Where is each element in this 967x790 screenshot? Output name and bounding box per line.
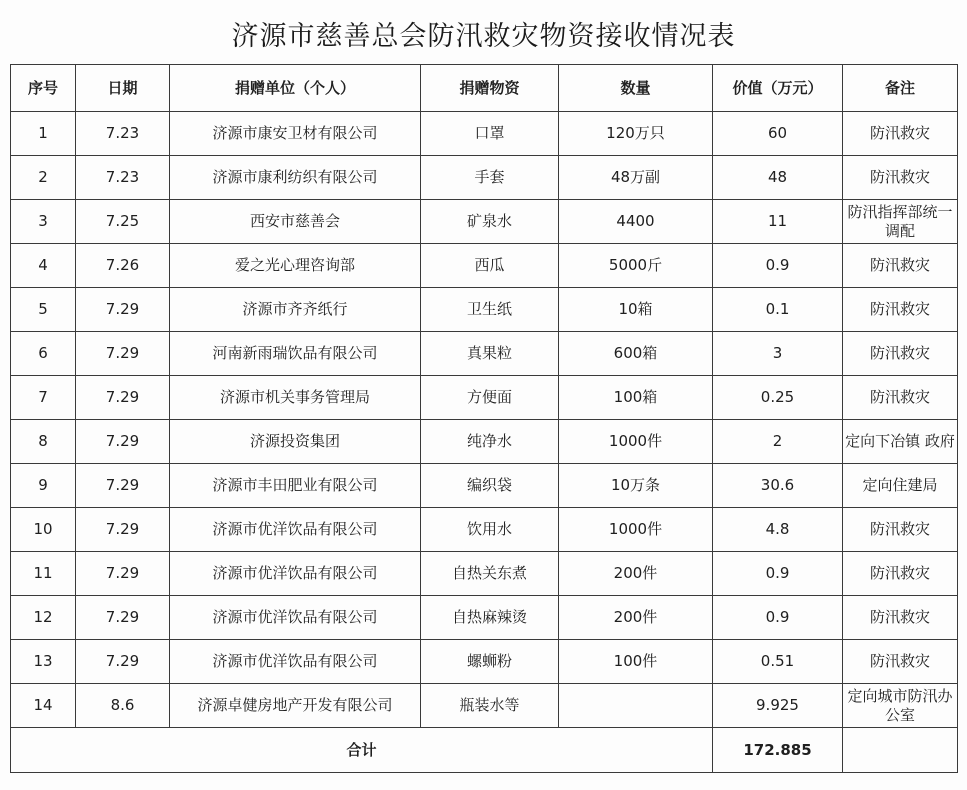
cell-item: 编织袋: [421, 464, 559, 508]
cell-donor: 爱之光心理咨询部: [170, 244, 421, 288]
cell-value: 9.925: [713, 684, 843, 728]
cell-quantity: 200件: [559, 596, 713, 640]
cell-note: 防汛救灾: [843, 332, 958, 376]
cell-date: 7.29: [76, 596, 170, 640]
cell-quantity: 600箱: [559, 332, 713, 376]
cell-date: 7.29: [76, 508, 170, 552]
document-title: 济源市慈善总会防汛救灾物资接收情况表: [231, 21, 736, 52]
cell-donor: 河南新雨瑞饮品有限公司: [170, 332, 421, 376]
table-row: [11, 200, 958, 244]
total-label: 合计: [11, 728, 713, 773]
table-row: [11, 112, 958, 156]
cell-value: 0.1: [713, 288, 843, 332]
total-row: [11, 728, 958, 773]
cell-item: 口罩: [421, 112, 559, 156]
cell-item: 手套: [421, 156, 559, 200]
cell-quantity: 10万条: [559, 464, 713, 508]
cell-donor: 济源市丰田肥业有限公司: [170, 464, 421, 508]
cell-no: 8: [11, 420, 76, 464]
cell-quantity: 10箱: [559, 288, 713, 332]
cell-note: 防汛救灾: [843, 244, 958, 288]
cell-date: 7.29: [76, 288, 170, 332]
cell-donor: 济源投资集团: [170, 420, 421, 464]
table-row: [11, 640, 958, 684]
cell-note: 防汛救灾: [843, 552, 958, 596]
cell-date: 7.26: [76, 244, 170, 288]
cell-value: 0.51: [713, 640, 843, 684]
cell-item: 方便面: [421, 376, 559, 420]
cell-date: 7.29: [76, 332, 170, 376]
cell-item: 瓶装水等: [421, 684, 559, 728]
cell-no: 11: [11, 552, 76, 596]
cell-quantity: 100箱: [559, 376, 713, 420]
cell-value: 11: [713, 200, 843, 244]
cell-no: 7: [11, 376, 76, 420]
table-row: [11, 508, 958, 552]
cell-value: 3: [713, 332, 843, 376]
cell-date: 7.29: [76, 640, 170, 684]
header-date: 日期: [76, 65, 170, 112]
cell-item: 西瓜: [421, 244, 559, 288]
header-value: 价值（万元）: [713, 65, 843, 112]
cell-quantity: 5000斤: [559, 244, 713, 288]
total-note-empty: [843, 728, 958, 773]
cell-no: 13: [11, 640, 76, 684]
cell-no: 5: [11, 288, 76, 332]
cell-donor: 济源市齐齐纸行: [170, 288, 421, 332]
cell-value: 60: [713, 112, 843, 156]
cell-item: 矿泉水: [421, 200, 559, 244]
cell-donor: 济源市康安卫材有限公司: [170, 112, 421, 156]
cell-note: 防汛救灾: [843, 376, 958, 420]
cell-donor: 济源卓健房地产开发有限公司: [170, 684, 421, 728]
cell-no: 10: [11, 508, 76, 552]
total-value: 172.885: [713, 728, 843, 773]
table-row: [11, 244, 958, 288]
cell-date: 7.29: [76, 552, 170, 596]
cell-donor: 济源市优洋饮品有限公司: [170, 508, 421, 552]
cell-donor: 西安市慈善会: [170, 200, 421, 244]
cell-value: 2: [713, 420, 843, 464]
table-header-row: [11, 65, 958, 112]
cell-note: 防汛救灾: [843, 640, 958, 684]
cell-quantity: 1000件: [559, 508, 713, 552]
table-row: [11, 596, 958, 640]
cell-no: 9: [11, 464, 76, 508]
cell-date: 7.25: [76, 200, 170, 244]
cell-date: 7.23: [76, 156, 170, 200]
cell-value: 0.25: [713, 376, 843, 420]
header-no: 序号: [11, 65, 76, 112]
cell-no: 3: [11, 200, 76, 244]
header-donor: 捐赠单位（个人）: [170, 65, 421, 112]
cell-donor: 济源市机关事务管理局: [170, 376, 421, 420]
cell-note: 防汛救灾: [843, 596, 958, 640]
table-row: [11, 420, 958, 464]
cell-date: 7.29: [76, 420, 170, 464]
cell-donor: 济源市优洋饮品有限公司: [170, 552, 421, 596]
cell-item: 纯净水: [421, 420, 559, 464]
table-row: [11, 552, 958, 596]
table-row: [11, 376, 958, 420]
cell-donor: 济源市优洋饮品有限公司: [170, 640, 421, 684]
cell-quantity: 1000件: [559, 420, 713, 464]
cell-no: 2: [11, 156, 76, 200]
cell-item: 螺蛳粉: [421, 640, 559, 684]
cell-item: 自热麻辣烫: [421, 596, 559, 640]
table-row: [11, 464, 958, 508]
cell-no: 14: [11, 684, 76, 728]
cell-date: 8.6: [76, 684, 170, 728]
donation-table: [10, 64, 958, 773]
cell-note: 定向住建局: [843, 464, 958, 508]
cell-note: 防汛指挥部统一调配: [843, 200, 958, 244]
cell-no: 6: [11, 332, 76, 376]
cell-no: 4: [11, 244, 76, 288]
table-row: [11, 684, 958, 728]
cell-donor: 济源市优洋饮品有限公司: [170, 596, 421, 640]
cell-note: 防汛救灾: [843, 508, 958, 552]
cell-date: 7.29: [76, 464, 170, 508]
cell-no: 1: [11, 112, 76, 156]
cell-note: 防汛救灾: [843, 156, 958, 200]
cell-donor: 济源市康利纺织有限公司: [170, 156, 421, 200]
cell-item: 饮用水: [421, 508, 559, 552]
cell-date: 7.29: [76, 376, 170, 420]
cell-quantity: 120万只: [559, 112, 713, 156]
cell-value: 30.6: [713, 464, 843, 508]
cell-date: 7.23: [76, 112, 170, 156]
table-row: [11, 332, 958, 376]
cell-value: 48: [713, 156, 843, 200]
cell-item: 自热关东煮: [421, 552, 559, 596]
cell-quantity: 100件: [559, 640, 713, 684]
header-note: 备注: [843, 65, 958, 112]
cell-note: 定向城市防汛办公室: [843, 684, 958, 728]
cell-note: 定向下冶镇 政府: [843, 420, 958, 464]
cell-value: 0.9: [713, 552, 843, 596]
cell-quantity: 200件: [559, 552, 713, 596]
cell-note: 防汛救灾: [843, 112, 958, 156]
header-item: 捐赠物资: [421, 65, 559, 112]
cell-value: 0.9: [713, 596, 843, 640]
cell-value: 0.9: [713, 244, 843, 288]
table-row: [11, 156, 958, 200]
cell-item: 真果粒: [421, 332, 559, 376]
cell-quantity: [559, 684, 713, 728]
cell-item: 卫生纸: [421, 288, 559, 332]
cell-value: 4.8: [713, 508, 843, 552]
header-quantity: 数量: [559, 65, 713, 112]
cell-no: 12: [11, 596, 76, 640]
cell-note: 防汛救灾: [843, 288, 958, 332]
cell-quantity: 48万副: [559, 156, 713, 200]
table-row: [11, 288, 958, 332]
cell-quantity: 4400: [559, 200, 713, 244]
